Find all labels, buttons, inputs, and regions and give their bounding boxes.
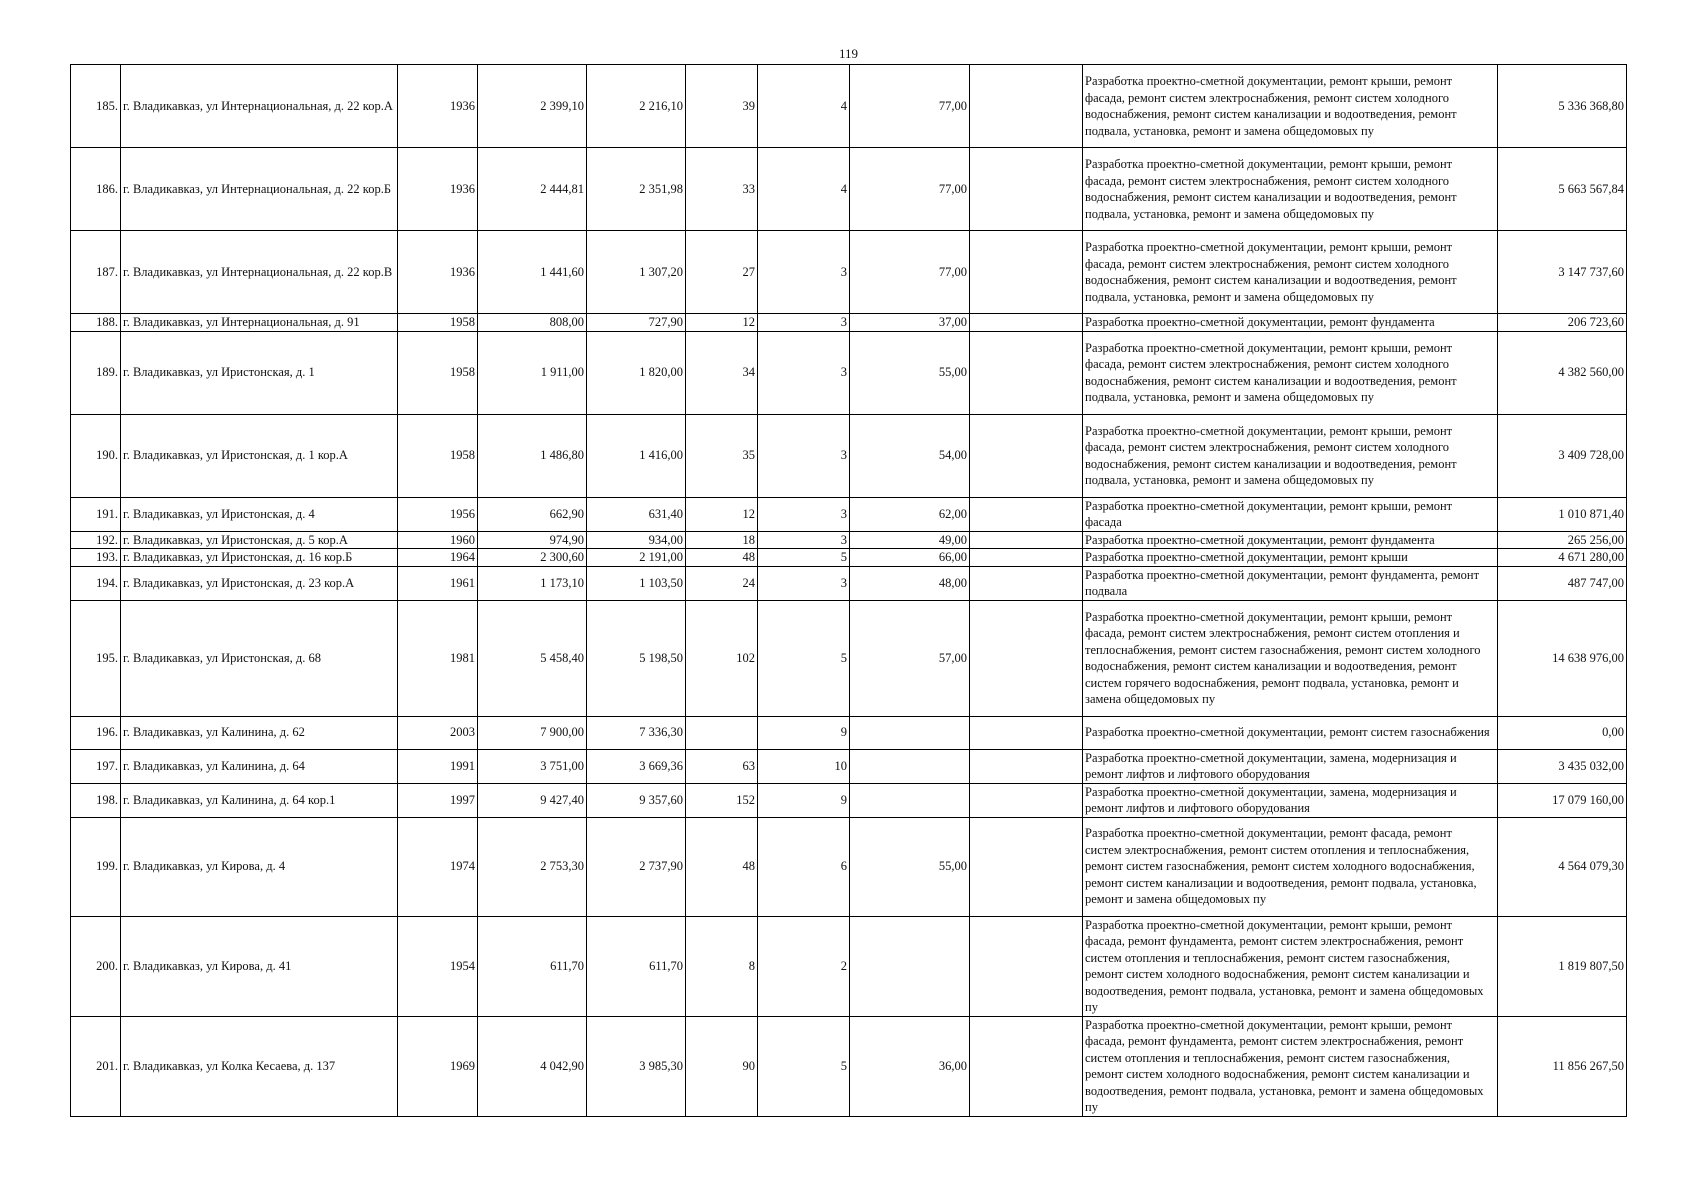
year-cell: 1997 [398, 783, 478, 817]
table-row [71, 65, 1627, 148]
floors-cell: 2 [758, 916, 850, 1016]
wear-cell: 77,00 [850, 231, 970, 314]
address-cell: г. Владикавказ, ул Калинина, д. 64 [121, 749, 398, 783]
cost-cell: 5 663 567,84 [1498, 148, 1627, 231]
address-cell: г. Владикавказ, ул Иристонская, д. 1 [121, 331, 398, 414]
extra-cell [970, 566, 1083, 600]
cost-cell: 4 564 079,30 [1498, 817, 1627, 916]
works-cell: Разработка проектно-сметной документации, ремонт фундамента [1083, 531, 1498, 549]
table-row [71, 716, 1627, 749]
year-cell: 2003 [398, 716, 478, 749]
repair-program-table [70, 64, 1627, 1117]
living-area-cell: 2 351,98 [587, 148, 686, 231]
residents-cell: 18 [686, 531, 758, 549]
table-row [71, 231, 1627, 314]
residents-cell: 12 [686, 497, 758, 531]
wear-cell: 77,00 [850, 65, 970, 148]
floors-cell: 9 [758, 783, 850, 817]
residents-cell [686, 716, 758, 749]
total-area-cell: 974,90 [478, 531, 587, 549]
extra-cell [970, 1016, 1083, 1116]
extra-cell [970, 783, 1083, 817]
address-cell: г. Владикавказ, ул Калинина, д. 64 кор.1 [121, 783, 398, 817]
cost-cell: 3 435 032,00 [1498, 749, 1627, 783]
table-row [71, 916, 1627, 1016]
year-cell: 1991 [398, 749, 478, 783]
page-number: 119 [838, 46, 859, 61]
wear-cell: 62,00 [850, 497, 970, 531]
row-number: 192. [71, 531, 121, 549]
works-cell: Разработка проектно-сметной документации, ремонт фундамента, ремонт подвала [1083, 566, 1498, 600]
total-area-cell: 1 486,80 [478, 414, 587, 497]
works-cell: Разработка проектно-сметной документации, ремонт фундамента [1083, 314, 1498, 332]
floors-cell: 4 [758, 148, 850, 231]
extra-cell [970, 331, 1083, 414]
wear-cell: 55,00 [850, 331, 970, 414]
total-area-cell: 808,00 [478, 314, 587, 332]
living-area-cell: 934,00 [587, 531, 686, 549]
cost-cell: 0,00 [1498, 716, 1627, 749]
living-area-cell: 7 336,30 [587, 716, 686, 749]
living-area-cell: 727,90 [587, 314, 686, 332]
address-cell: г. Владикавказ, ул Интернациональная, д. 22 кор.Б [121, 148, 398, 231]
year-cell: 1981 [398, 600, 478, 716]
wear-cell [850, 783, 970, 817]
works-cell: Разработка проектно-сметной документации, ремонт фасада, ремонт систем электроснабжения, ремонт систем отопления и теплоснабжения, ремонт систем газоснабжения, ремонт систем холодного водоснабжения, ремонт систем канализации и водоотведения, ремонт подвала, установка, ремонт и замена общедомовых пу [1083, 817, 1498, 916]
extra-cell [970, 716, 1083, 749]
row-number: 200. [71, 916, 121, 1016]
cost-cell: 206 723,60 [1498, 314, 1627, 332]
table-row [71, 331, 1627, 414]
year-cell: 1961 [398, 566, 478, 600]
year-cell: 1974 [398, 817, 478, 916]
floors-cell: 10 [758, 749, 850, 783]
year-cell: 1964 [398, 549, 478, 567]
row-number: 199. [71, 817, 121, 916]
residents-cell: 24 [686, 566, 758, 600]
living-area-cell: 3 985,30 [587, 1016, 686, 1116]
row-number: 189. [71, 331, 121, 414]
living-area-cell: 611,70 [587, 916, 686, 1016]
cost-cell: 3 147 737,60 [1498, 231, 1627, 314]
row-number: 196. [71, 716, 121, 749]
table-row [71, 600, 1627, 716]
total-area-cell: 2 399,10 [478, 65, 587, 148]
year-cell: 1956 [398, 497, 478, 531]
works-cell: Разработка проектно-сметной документации, ремонт крыши, ремонт фасада, ремонт фундамента, ремонт систем электроснабжения, ремонт систем отопления и теплоснабжения, ремонт систем газоснабжения, ремонт систем холодного водоснабжения, ремонт систем канализации и водоотведения, ремонт подвала, установка, ремонт и замена общедомовых пу [1083, 916, 1498, 1016]
row-number: 186. [71, 148, 121, 231]
year-cell: 1969 [398, 1016, 478, 1116]
floors-cell: 3 [758, 331, 850, 414]
works-cell: Разработка проектно-сметной документации, ремонт систем газоснабжения [1083, 716, 1498, 749]
residents-cell: 152 [686, 783, 758, 817]
works-cell: Разработка проектно-сметной документации, замена, модернизация и ремонт лифтов и лифтового оборудования [1083, 749, 1498, 783]
living-area-cell: 5 198,50 [587, 600, 686, 716]
address-cell: г. Владикавказ, ул Интернациональная, д. 22 кор.В [121, 231, 398, 314]
wear-cell: 57,00 [850, 600, 970, 716]
cost-cell: 11 856 267,50 [1498, 1016, 1627, 1116]
year-cell: 1936 [398, 231, 478, 314]
wear-cell: 48,00 [850, 566, 970, 600]
wear-cell: 55,00 [850, 817, 970, 916]
living-area-cell: 631,40 [587, 497, 686, 531]
wear-cell: 36,00 [850, 1016, 970, 1116]
table-row [71, 566, 1627, 600]
extra-cell [970, 148, 1083, 231]
table-row [71, 497, 1627, 531]
living-area-cell: 1 307,20 [587, 231, 686, 314]
cost-cell: 265 256,00 [1498, 531, 1627, 549]
total-area-cell: 4 042,90 [478, 1016, 587, 1116]
extra-cell [970, 600, 1083, 716]
residents-cell: 39 [686, 65, 758, 148]
year-cell: 1936 [398, 65, 478, 148]
floors-cell: 5 [758, 600, 850, 716]
year-cell: 1958 [398, 314, 478, 332]
row-number: 193. [71, 549, 121, 567]
total-area-cell: 1 441,60 [478, 231, 587, 314]
row-number: 190. [71, 414, 121, 497]
address-cell: г. Владикавказ, ул Калинина, д. 62 [121, 716, 398, 749]
extra-cell [970, 497, 1083, 531]
living-area-cell: 2 191,00 [587, 549, 686, 567]
floors-cell: 3 [758, 414, 850, 497]
wear-cell [850, 749, 970, 783]
table-row [71, 148, 1627, 231]
total-area-cell: 611,70 [478, 916, 587, 1016]
cost-cell: 3 409 728,00 [1498, 414, 1627, 497]
year-cell: 1960 [398, 531, 478, 549]
row-number: 185. [71, 65, 121, 148]
wear-cell: 54,00 [850, 414, 970, 497]
extra-cell [970, 531, 1083, 549]
residents-cell: 63 [686, 749, 758, 783]
wear-cell [850, 916, 970, 1016]
living-area-cell: 1 103,50 [587, 566, 686, 600]
table-row [71, 531, 1627, 549]
address-cell: г. Владикавказ, ул Иристонская, д. 1 кор.А [121, 414, 398, 497]
residents-cell: 8 [686, 916, 758, 1016]
total-area-cell: 662,90 [478, 497, 587, 531]
extra-cell [970, 314, 1083, 332]
address-cell: г. Владикавказ, ул Интернациональная, д. 22 кор.А [121, 65, 398, 148]
wear-cell: 66,00 [850, 549, 970, 567]
residents-cell: 27 [686, 231, 758, 314]
address-cell: г. Владикавказ, ул Колка Кесаева, д. 137 [121, 1016, 398, 1116]
extra-cell [970, 231, 1083, 314]
living-area-cell: 3 669,36 [587, 749, 686, 783]
address-cell: г. Владикавказ, ул Интернациональная, д. 91 [121, 314, 398, 332]
floors-cell: 6 [758, 817, 850, 916]
table-row [71, 549, 1627, 567]
residents-cell: 12 [686, 314, 758, 332]
living-area-cell: 2 216,10 [587, 65, 686, 148]
total-area-cell: 5 458,40 [478, 600, 587, 716]
table-row [71, 817, 1627, 916]
address-cell: г. Владикавказ, ул Иристонская, д. 5 кор.А [121, 531, 398, 549]
total-area-cell: 1 173,10 [478, 566, 587, 600]
living-area-cell: 2 737,90 [587, 817, 686, 916]
table-row [71, 783, 1627, 817]
total-area-cell: 2 444,81 [478, 148, 587, 231]
year-cell: 1958 [398, 414, 478, 497]
total-area-cell: 9 427,40 [478, 783, 587, 817]
floors-cell: 3 [758, 531, 850, 549]
wear-cell: 37,00 [850, 314, 970, 332]
extra-cell [970, 749, 1083, 783]
works-cell: Разработка проектно-сметной документации, замена, модернизация и ремонт лифтов и лифтового оборудования [1083, 783, 1498, 817]
row-number: 191. [71, 497, 121, 531]
total-area-cell: 7 900,00 [478, 716, 587, 749]
residents-cell: 48 [686, 549, 758, 567]
address-cell: г. Владикавказ, ул Иристонская, д. 68 [121, 600, 398, 716]
living-area-cell: 9 357,60 [587, 783, 686, 817]
extra-cell [970, 414, 1083, 497]
cost-cell: 1 819 807,50 [1498, 916, 1627, 1016]
row-number: 201. [71, 1016, 121, 1116]
wear-cell [850, 716, 970, 749]
row-number: 195. [71, 600, 121, 716]
works-cell: Разработка проектно-сметной документации, ремонт крыши, ремонт фасада, ремонт систем электроснабжения, ремонт систем холодного водоснабжения, ремонт систем канализации и водоотведения, ремонт подвала, установка, ремонт и замена общедомовых пу [1083, 231, 1498, 314]
total-area-cell: 1 911,00 [478, 331, 587, 414]
cost-cell: 14 638 976,00 [1498, 600, 1627, 716]
total-area-cell: 2 753,30 [478, 817, 587, 916]
year-cell: 1958 [398, 331, 478, 414]
residents-cell: 102 [686, 600, 758, 716]
row-number: 198. [71, 783, 121, 817]
works-cell: Разработка проектно-сметной документации, ремонт крыши, ремонт фасада, ремонт систем электроснабжения, ремонт систем отопления и теплоснабжения, ремонт систем газоснабжения, ремонт систем холодного водоснабжения, ремонт систем канализации и водоотведения, ремонт систем горячего водоснабжения, ремонт подвала, установка, ремонт и замена общедомовых пу [1083, 600, 1498, 716]
cost-cell: 1 010 871,40 [1498, 497, 1627, 531]
cost-cell: 4 671 280,00 [1498, 549, 1627, 567]
address-cell: г. Владикавказ, ул Кирова, д. 4 [121, 817, 398, 916]
total-area-cell: 2 300,60 [478, 549, 587, 567]
table-body [71, 65, 1627, 1117]
floors-cell: 3 [758, 314, 850, 332]
floors-cell: 5 [758, 549, 850, 567]
works-cell: Разработка проектно-сметной документации, ремонт крыши [1083, 549, 1498, 567]
living-area-cell: 1 416,00 [587, 414, 686, 497]
floors-cell: 3 [758, 231, 850, 314]
works-cell: Разработка проектно-сметной документации, ремонт крыши, ремонт фасада, ремонт систем электроснабжения, ремонт систем холодного водоснабжения, ремонт систем канализации и водоотведения, ремонт подвала, установка, ремонт и замена общедомовых пу [1083, 65, 1498, 148]
floors-cell: 4 [758, 65, 850, 148]
cost-cell: 17 079 160,00 [1498, 783, 1627, 817]
row-number: 188. [71, 314, 121, 332]
row-number: 197. [71, 749, 121, 783]
table-row [71, 414, 1627, 497]
table-row [71, 1016, 1627, 1116]
cost-cell: 4 382 560,00 [1498, 331, 1627, 414]
year-cell: 1936 [398, 148, 478, 231]
extra-cell [970, 817, 1083, 916]
floors-cell: 9 [758, 716, 850, 749]
works-cell: Разработка проектно-сметной документации, ремонт крыши, ремонт фасада, ремонт систем электроснабжения, ремонт систем холодного водоснабжения, ремонт систем канализации и водоотведения, ремонт подвала, установка, ремонт и замена общедомовых пу [1083, 148, 1498, 231]
works-cell: Разработка проектно-сметной документации, ремонт крыши, ремонт фасада, ремонт систем электроснабжения, ремонт систем холодного водоснабжения, ремонт систем канализации и водоотведения, ремонт подвала, установка, ремонт и замена общедомовых пу [1083, 331, 1498, 414]
works-cell: Разработка проектно-сметной документации, ремонт крыши, ремонт фасада, ремонт фундамента, ремонт систем электроснабжения, ремонт систем отопления и теплоснабжения, ремонт систем газоснабжения, ремонт систем холодного водоснабжения, ремонт систем канализации и водоотведения, ремонт подвала, установка, ремонт и замена общедомовых пу [1083, 1016, 1498, 1116]
cost-cell: 5 336 368,80 [1498, 65, 1627, 148]
address-cell: г. Владикавказ, ул Кирова, д. 41 [121, 916, 398, 1016]
extra-cell [970, 65, 1083, 148]
address-cell: г. Владикавказ, ул Иристонская, д. 23 кор.А [121, 566, 398, 600]
row-number: 187. [71, 231, 121, 314]
works-cell: Разработка проектно-сметной документации, ремонт крыши, ремонт фасада [1083, 497, 1498, 531]
year-cell: 1954 [398, 916, 478, 1016]
wear-cell: 77,00 [850, 148, 970, 231]
residents-cell: 34 [686, 331, 758, 414]
cost-cell: 487 747,00 [1498, 566, 1627, 600]
address-cell: г. Владикавказ, ул Иристонская, д. 4 [121, 497, 398, 531]
table-row [71, 749, 1627, 783]
living-area-cell: 1 820,00 [587, 331, 686, 414]
residents-cell: 48 [686, 817, 758, 916]
residents-cell: 33 [686, 148, 758, 231]
table-row [71, 314, 1627, 332]
extra-cell [970, 916, 1083, 1016]
floors-cell: 5 [758, 1016, 850, 1116]
works-cell: Разработка проектно-сметной документации, ремонт крыши, ремонт фасада, ремонт систем электроснабжения, ремонт систем холодного водоснабжения, ремонт систем канализации и водоотведения, ремонт подвала, установка, ремонт и замена общедомовых пу [1083, 414, 1498, 497]
floors-cell: 3 [758, 497, 850, 531]
extra-cell [970, 549, 1083, 567]
floors-cell: 3 [758, 566, 850, 600]
total-area-cell: 3 751,00 [478, 749, 587, 783]
row-number: 194. [71, 566, 121, 600]
residents-cell: 90 [686, 1016, 758, 1116]
wear-cell: 49,00 [850, 531, 970, 549]
address-cell: г. Владикавказ, ул Иристонская, д. 16 кор.Б [121, 549, 398, 567]
residents-cell: 35 [686, 414, 758, 497]
